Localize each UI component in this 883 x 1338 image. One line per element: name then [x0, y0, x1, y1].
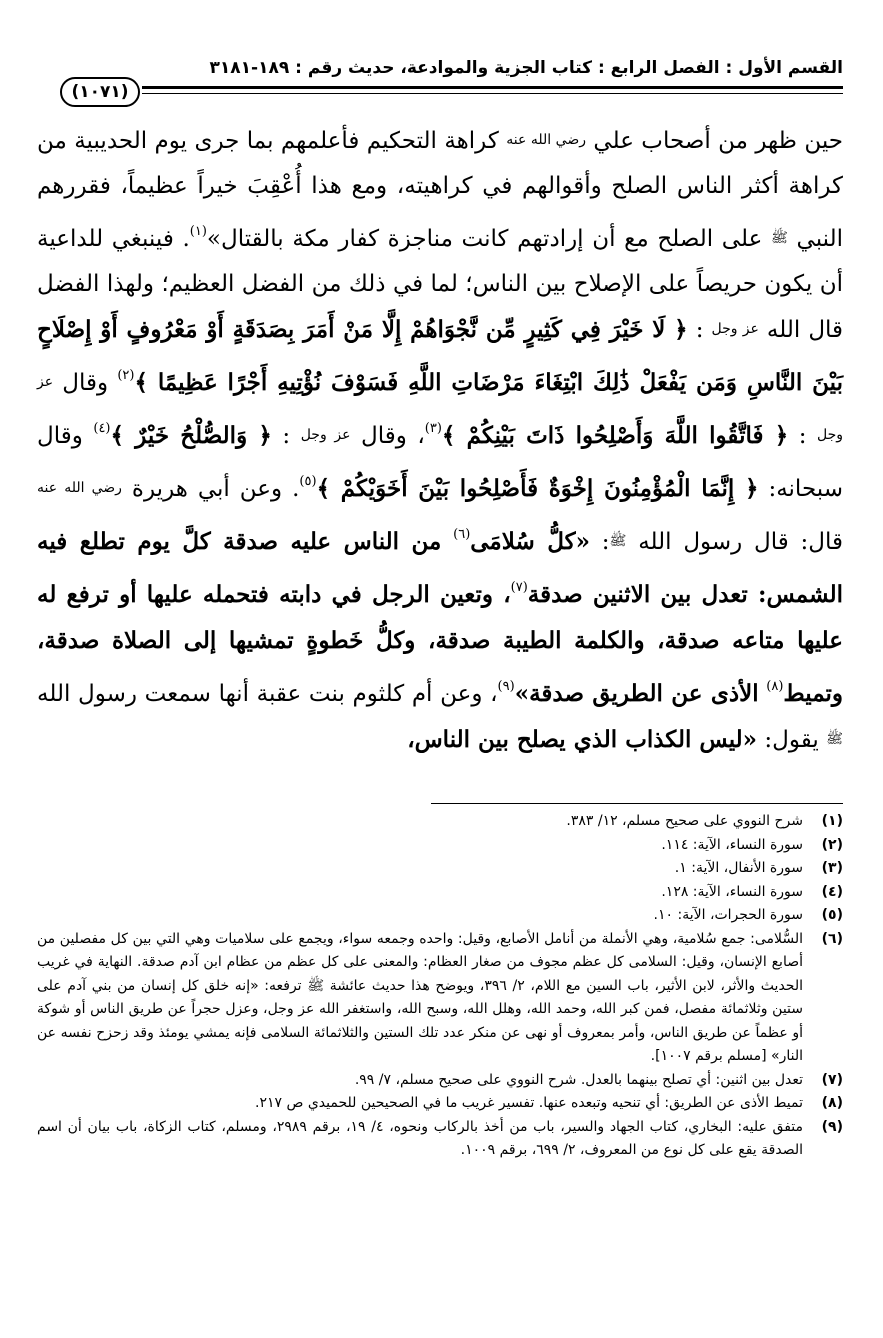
footnote-text: سورة النساء، الآية: ١٢٨.: [661, 883, 803, 900]
text-segment: ، وعن أم كلثوم بنت عقبة أنها سمعت رسول الله: [37, 681, 498, 707]
footnote-number: (٩): [821, 1118, 843, 1135]
footnote-number: (٨): [821, 1095, 843, 1111]
footnote-text: متفق عليه: البخاري، كتاب الجهاد والسير، باب من أخذ بالركاب ونحوه، ٤/ ١٩، برقم ٢٩٨٩، ومسلم، كتاب الزكاة، باب بيان أن اسم الصدقة يقع على كل نوع من المعروف، ٢/ ٦٩٩، برقم ١٠٠٩.: [37, 1118, 803, 1158]
hadith-text: من الناس عليه صدقة كلَّ يوم تطلع فيه الشمس: تعدل بين الاثنين صدقة: [37, 528, 844, 608]
footnote-ref[interactable]: (٥): [299, 474, 317, 489]
footnote-text: السُّلامى: جمع سُلامية، وهي الأنملة من أنامل الأصابع، وقيل: واحده وجمعه سواء، ويجمع على سلاميات وهي التي بين كل مفصلين من أصابع الإنسان، وقيل: السلامى كل عظم مجوف من صغار العظام: والمعنى على كل عظم من عظام ابن آدم صدقة. النهاية في غريب الحديث والأثر، لابن الأثير، باب السين مع اللام، ٢/ ٣٩٦، ويوضح هذا حديث عائشة ﷺ ترفعه: «إنه خلق كل إنسان من بني آدم على ستين وثلاثمائة مفصل، فمن كبر الله، وحمد الله، وهلل الله، وسبح الله، واستغفر الله عز وجل، وعزل حجراً عن طريق الناس أو شوكة أو عظماً عن طريق الناس، وأمر بمعروف أو نهى عن منكر عدد تلك الستين والثلاثمائة السلامى فإنه يمشي يومئذ وقد زحزح نفسه عن النار» [مسلم برقم ١٠٠٧].: [37, 930, 803, 1064]
footnote-number: (٥): [821, 907, 843, 923]
footnote-separator: [431, 803, 843, 804]
main-text: [37, 118, 843, 763]
honorific: عز وجل: [300, 427, 351, 443]
footnote-ref[interactable]: (٧): [510, 580, 528, 595]
running-header: القسم الأول : الفصل الرابع : كتاب الجزية والموادعة، حديث رقم : ١٨٩-٣١٨١: [209, 58, 843, 78]
footnote: [37, 1116, 843, 1163]
honorific: عز وجل: [711, 321, 759, 337]
footnote-ref[interactable]: (٣): [424, 421, 442, 436]
footnote-number: (١): [821, 813, 843, 829]
text-segment: قال: قال رسول الله: [638, 529, 844, 555]
honorific: ﷺ: [770, 230, 788, 246]
footnote: [37, 904, 843, 928]
hadith-text: ، وتعين الرجل في دابته فتحمله عليها أو ترفع له عليها متاعه صدقة، والكلمة الطيبة صدقة، وكلُّ خَطوةٍ تمشيها إلى الصلاة صدقة، وتميط: [37, 581, 843, 707]
hadith-text: الأذى عن الطريق صدقة»: [514, 680, 759, 707]
honorific: رضي الله عنه: [506, 132, 586, 148]
quran-verse: ﴿ فَاتَّقُوا اللَّهَ وَأَصْلِحُوا ذَاتَ بَيْنِكُمْ ﴾: [441, 422, 789, 449]
text-segment: يقول:: [764, 727, 819, 753]
footnote-text: سورة النساء، الآية: ١١٤.: [661, 836, 803, 853]
honorific: عز وجل: [37, 374, 844, 443]
footnote: [37, 857, 843, 881]
footnote-number: (٦): [821, 930, 843, 947]
honorific: رضي الله عنه: [37, 480, 122, 496]
footnote-ref[interactable]: (٢): [117, 368, 135, 383]
main-paragraph: [37, 118, 843, 763]
text-segment: ، وقال: [360, 423, 425, 449]
quran-verse: ﴿ وَالصُّلْحُ خَيْرٌ ﴾: [110, 422, 272, 449]
footnote-number: (٤): [821, 883, 843, 900]
header-rule-thick: [142, 86, 843, 89]
text-segment: :: [798, 423, 807, 449]
text-segment: . وعن أبي هريرة: [131, 476, 300, 502]
quran-verse: ﴿ لَا خَيْرَ فِي كَثِيرٍ مِّن نَّجْوَاهُمْ إِلَّا مَنْ أَمَرَ بِصَدَقَةٍ أَوْ مَعْرُوفٍ أَوْ إِصْلَاحٍ بَيْنَ النَّاسِ وَمَن يَفْعَلْ ذَٰلِكَ ابْتِغَاءَ مَرْضَاتِ اللَّهِ فَسَوْفَ نُؤْتِيهِ أَجْرًا عَظِيمًا ﴾: [37, 316, 843, 396]
footnote: [37, 1092, 843, 1116]
text-segment: على الصلح مع أن إرادتهم كانت مناجزة كفار مكة بالقتال»: [206, 226, 763, 252]
footnote-number: (٢): [821, 836, 843, 853]
honorific: ﷺ: [609, 533, 627, 549]
quran-verse: ﴿ إِنَّمَا الْمُؤْمِنُونَ إِخْوَةٌ فَأَصْلِحُوا بَيْنَ أَخَوَيْكُمْ ﴾: [316, 475, 759, 502]
footnote-text: سورة الأنفال، الآية: ١.: [674, 860, 803, 876]
footnote: [37, 810, 843, 834]
text-segment: حين ظهر من أصحاب علي: [593, 128, 844, 154]
text-segment: :: [695, 317, 704, 343]
text-segment: كراهة التحكيم فأعلمهم بما جرى يوم الحديبية من كراهة أكثر الناس الصلح وأقوالهم في كراهيته، ومع هذا أُعْقِبَ خيراً عظيماً، فقررهم النبي: [37, 128, 843, 252]
header-rule-thin: [142, 93, 843, 94]
footnote: [37, 881, 843, 905]
hadith-text: «كلُّ سُلامَى: [470, 528, 590, 555]
footnote-ref[interactable]: (٨): [766, 679, 784, 694]
footnote-ref[interactable]: (٦): [453, 527, 471, 542]
text-segment: . فينبغي للداعية أن يكون حريصاً على الإصلاح بين الناس؛ لما في ذلك من الفضل العظيم؛ ولهذا الفضل قال الله: [37, 226, 844, 343]
text-segment: وقال: [62, 370, 109, 396]
footnote-ref[interactable]: (٤): [93, 421, 111, 436]
footnote-text: تميط الأذى عن الطريق: أي تنحيه وتبعده عنها. تفسير غريب ما في الصحيحين للحميدي ص ٢١٧.: [254, 1095, 803, 1111]
footnote-number: (٧): [821, 1071, 843, 1088]
footnote-ref[interactable]: (٩): [497, 679, 515, 694]
footnote-number: (٣): [821, 860, 843, 876]
footnote: [37, 834, 843, 858]
page-number: (١٠٧١): [60, 77, 140, 107]
text-segment: :: [601, 529, 610, 555]
footnote-text: شرح النووي على صحيح مسلم، ١٢/ ٣٨٣.: [566, 813, 803, 829]
footnote-ref[interactable]: (١): [189, 224, 207, 239]
honorific: ﷺ: [826, 731, 843, 747]
footnote: [37, 1069, 843, 1093]
text-segment: وقال سبحانه:: [37, 423, 844, 502]
text-segment: :: [282, 423, 291, 449]
footnote-text: تعدل بين اثنين: أي تصلح بينهما بالعدل. شرح النووي على صحيح مسلم، ٧/ ٩٩.: [354, 1071, 803, 1088]
footnote: [37, 928, 843, 1069]
hadith-text: «ليس الكذاب الذي يصلح بين الناس،: [407, 726, 758, 753]
footnotes: [37, 810, 843, 1163]
footnote-text: سورة الحجرات، الآية: ١٠.: [653, 907, 803, 923]
